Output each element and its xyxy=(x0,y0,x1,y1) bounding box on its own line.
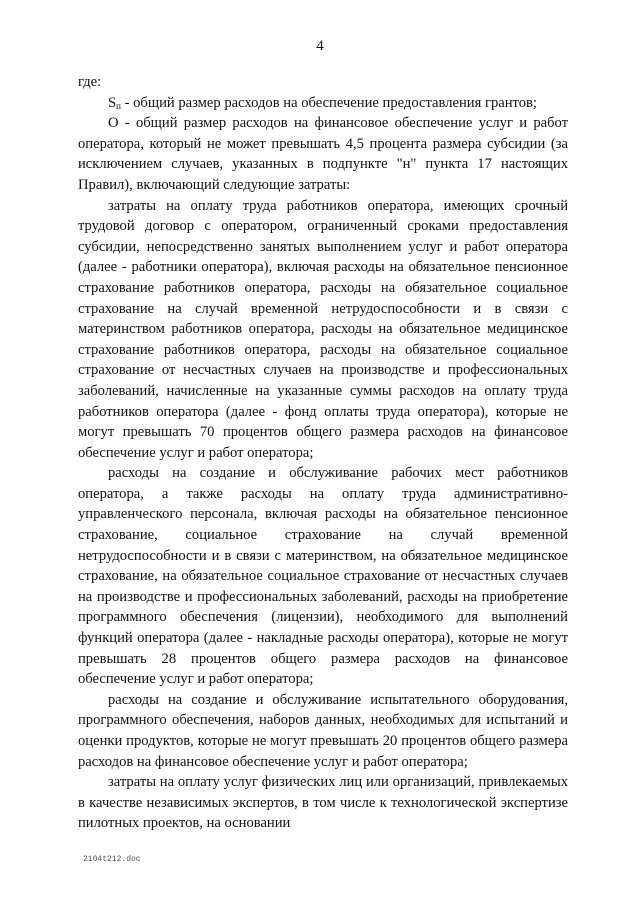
sn-definition xyxy=(78,93,568,114)
o-definition: О - общий размер расходов на финансовое обеспечение услуг и работ оператора, который не может превышать 4,5 процента размера субсидии (за исключением случаев, указанных в подпункте "н" пункта 17 настоящих Правил), включающий следующие затраты: xyxy=(78,115,568,193)
sn-description: - общий размер расходов на обеспечение предоставления грантов; xyxy=(120,94,537,111)
sn-symbol: S xyxy=(108,94,117,111)
cost-item-overhead: расходы на создание и обслуживание рабочих мест работников оператора, а также расходы на оплату труда административно-управленческого персонала, включая расходы на обязательное пенсионное страхование, социальное страхование на случай временной нетрудоспособности и в связи с материнством, на обязательное медицинское страхование, на обязательное социальное страхование от несчастных случаев на производстве и профессиональных заболеваний, расходы на приобретение программного обеспечения (лицензии), необходимого для выполнений функций оператора (далее - накладные расходы оператора), которые не могут превышать 28 процентов общего размера расходов на финансовое обеспечение услуг и работ оператора; xyxy=(78,465,568,688)
document-body xyxy=(78,72,568,834)
cost-item-payroll: затраты на оплату труда работников оператора, имеющих срочный трудовой договор с оператором, ограниченный сроками предоставления субсидии, непосредственно занятых выполнением услуг и работ оператора (далее - работники оператора), включая расходы на обязательное пенсионное страхование работников оператора, расходы на обязательное социальное страхование на случай временной нетрудоспособности и в связи с материнством работников оператора, расходы на обязательное медицинское страхование работников оператора, расходы на обязательное социальное страхование от несчастных случаев на производстве и профессиональных заболеваний, начисленные на указанные суммы расходов на оплату труда работников оператора (далее - фонд оплаты труда оператора), которые не могут превышать 70 процентов общего размера расходов на финансовое обеспечение услуг и работ оператора; xyxy=(78,197,568,461)
file-footer: 2104t212.doc xyxy=(83,855,141,864)
page-number: 4 xyxy=(316,38,324,54)
where-label: где: xyxy=(78,74,102,90)
sn-subscript: п xyxy=(116,100,121,111)
cost-item-experts: затраты на оплату услуг физических лиц или организаций, привлекаемых в качестве независимых экспертов, в том числе к технологической экспертизе пилотных проектов, на основании xyxy=(78,774,568,832)
cost-item-test-equipment: расходы на создание и обслуживание испытательного оборудования, программного обеспечения, наборов данных, необходимых для испытаний и оценки продуктов, которые не могут превышать 20 процентов общего размера расходов на финансовое обеспечение услуг и работ оператора; xyxy=(78,691,568,770)
